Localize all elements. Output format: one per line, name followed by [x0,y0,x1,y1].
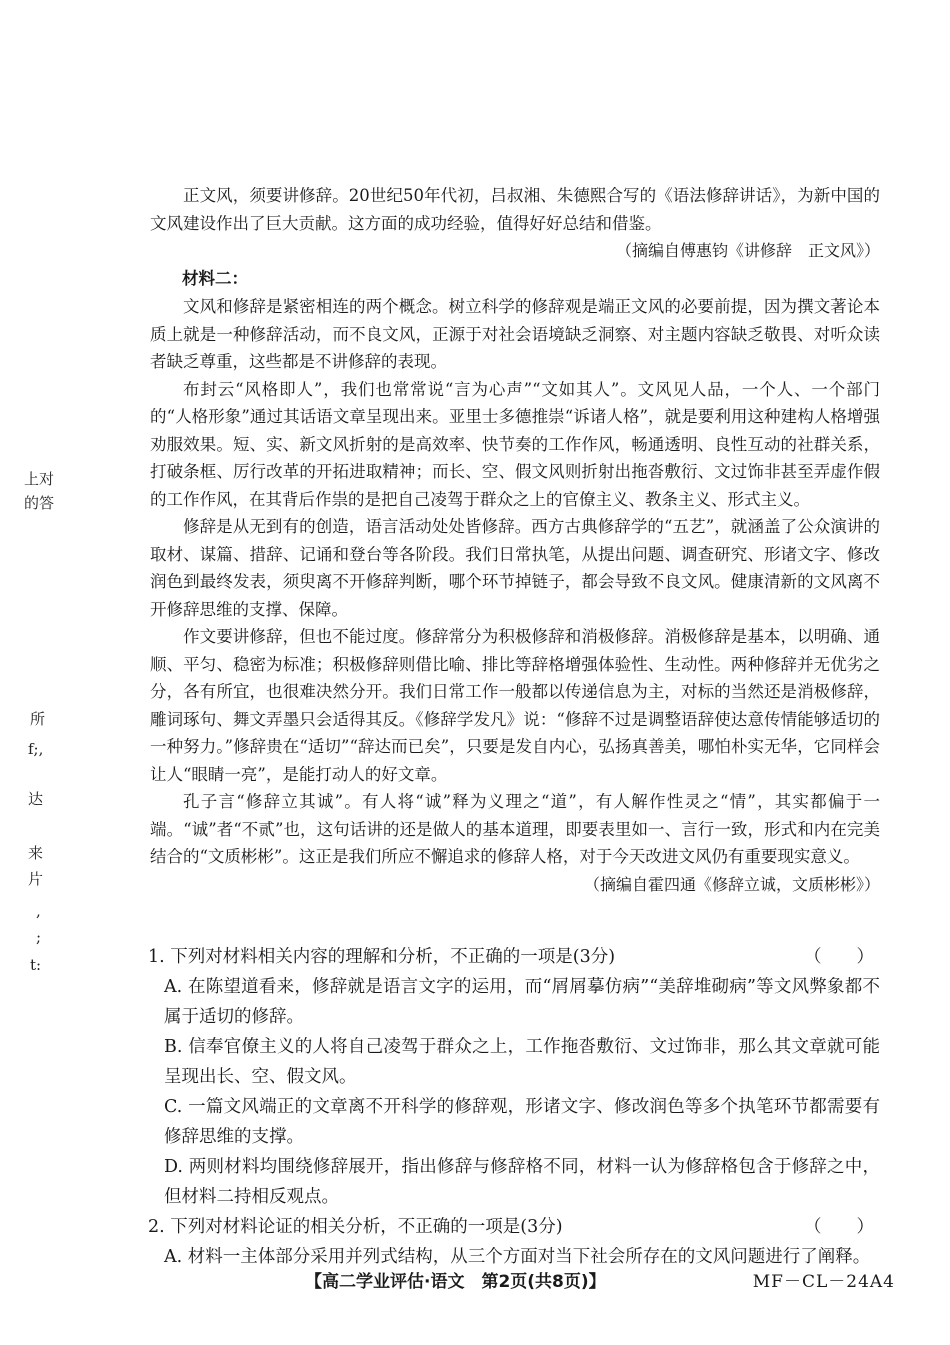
paragraph-1: 文风和修辞是紧密相连的两个概念。树立科学的修辞观是端正文风的必要前提，因为撰文著论本质上就是一种修辞活动，而不良文风，正源于对社会语境缺乏洞察、对主题内容缺乏敬畏、对听众读者缺乏尊重，这些都是不讲修辞的表现。 [150,297,880,371]
margin-fragment: 来 [28,844,44,862]
page-footer [305,1267,895,1292]
question-1-stem [148,942,880,972]
material-two-heading: 材料二： [182,269,248,288]
left-margin-fragments [0,0,110,1345]
questions-section [148,942,880,1272]
source-citation-1: （摘编自傅惠钧《讲修辞 正文风》） [615,241,880,260]
paragraph-intro: 正文风，须要讲修辞。20世纪50年代初，吕叔湘、朱德熙合写的《语法修辞讲话》，为新中国的文风建设作出了巨大贡献。这方面的成功经验，值得好好总结和借鉴。 [150,186,880,233]
margin-fragment: ; [36,928,42,946]
source-citation-2: （摘编自霍四通《修辞立诚，文质彬彬》） [583,874,880,894]
option-a: A. 在陈望道看来，修辞就是语言文字的运用，而“屑屑摹仿病”“美辞堆砌病”等文风弊象都不属于适切的修辞。 [164,977,880,1027]
exam-code: MF－CL－24A4 [752,1272,895,1292]
paragraph-2: 布封云“风格即人”，我们也常常说“言为心声”“文如其人”。文风见人品，一个人、一个部门的“人格形象”通过其话语文章呈现出来。亚里士多德推崇“诉诸人格”，就是要利用这种建构人格增强劝服效果。短、实、新文风折射的是高效率、快节奏的工作作风，畅通透明、良性互动的社群关系，打破条框、厉行改革的开拓进取精神；而长、空、假文风则折射出拖沓敷衍、文过饰非甚至弄虚作假的工作作风，在其背后作祟的是把自己凌驾于群众之上的官僚主义、教条主义、形式主义。 [150,379,880,509]
answer-blank: （ ） [804,1217,874,1237]
margin-fragment: 达 [28,790,44,808]
question-text: 1. 下列对材料相关内容的理解和分析，不正确的一项是(3分) [148,947,616,967]
question-2-stem [148,1212,880,1242]
margin-fragment: 上对 [24,470,55,488]
footer-label: 【高二学业评估·语文 第2页(共8页)】 [305,1272,606,1292]
margin-fragment: 的答 [24,494,55,512]
margin-fragment: t: [30,956,42,974]
option-d: D. 两则材料均围绕修辞展开，指出修辞与修辞格不同，材料一认为修辞格包含于修辞之中，但材料二持相反观点。 [164,1157,880,1207]
option-a: A. 材料一主体部分采用并列式结构，从三个方面对当下社会所存在的文风问题进行了阐释。 [164,1247,871,1267]
paragraph-4: 作文要讲修辞，但也不能过度。修辞常分为积极修辞和消极修辞。消极修辞是基本，以明确、通顺、平匀、稳密为标准；积极修辞则借比喻、排比等辞格增强体验性、生动性。两种修辞并无优劣之分，各有所宜，也很难决然分开。我们日常工作一般都以传递信息为主，对标的当然还是消极修辞，雕词琢句、舞文弄墨只会适得其反。《修辞学发凡》说：“修辞不过是调整语辞使达意传情能够适切的一种努力。”修辞贵在“适切”“辞达而已矣”，只要是发自内心，弘扬真善美，哪怕朴实无华，它同样会让人“眼睛一亮”，是能打动人的好文章。 [150,627,880,784]
reading-passage [150,182,880,899]
paragraph-3: 修辞是从无到有的创造，语言活动处处皆修辞。西方古典修辞学的“五艺”，就涵盖了公众演讲的取材、谋篇、措辞、记诵和登台等各阶段。我们日常执笔，从提出问题、调查研究、形诸文字、修改润色到最终发表，须臾离不开修辞判断，哪个环节掉链子，都会导致不良文风。健康清新的文风离不开修辞思维的支撑、保障。 [150,517,880,619]
paragraph-5: 孔子言“修辞立其诚”。有人将“诚”释为义理之“道”，有人解作性灵之“情”，其实都偏于一端。“诚”者“不贰”也，这句话讲的还是做人的基本道理，即要表里如一、言行一致，形式和内在完美结合的“文质彬彬”。这正是我们所应不懈追求的修辞人格，对于今天改进文风仍有重要现实意义。 [150,792,880,866]
margin-fragment: , [36,902,41,920]
margin-fragment: f;, [28,740,44,758]
option-b: B. 信奉官僚主义的人将自己凌驾于群众之上，工作拖沓敷衍、文过饰非，那么其文章就可能呈现出长、空、假文风。 [164,1037,880,1087]
answer-blank: （ ） [804,947,874,967]
margin-fragment: 所 [30,710,46,728]
margin-fragment: 片 [28,870,44,888]
option-c: C. 一篇文风端正的文章离不开科学的修辞观，形诸文字、修改润色等多个执笔环节都需要有修辞思维的支撑。 [164,1097,880,1147]
question-text: 2. 下列对材料论证的相关分析，不正确的一项是(3分) [148,1217,563,1237]
